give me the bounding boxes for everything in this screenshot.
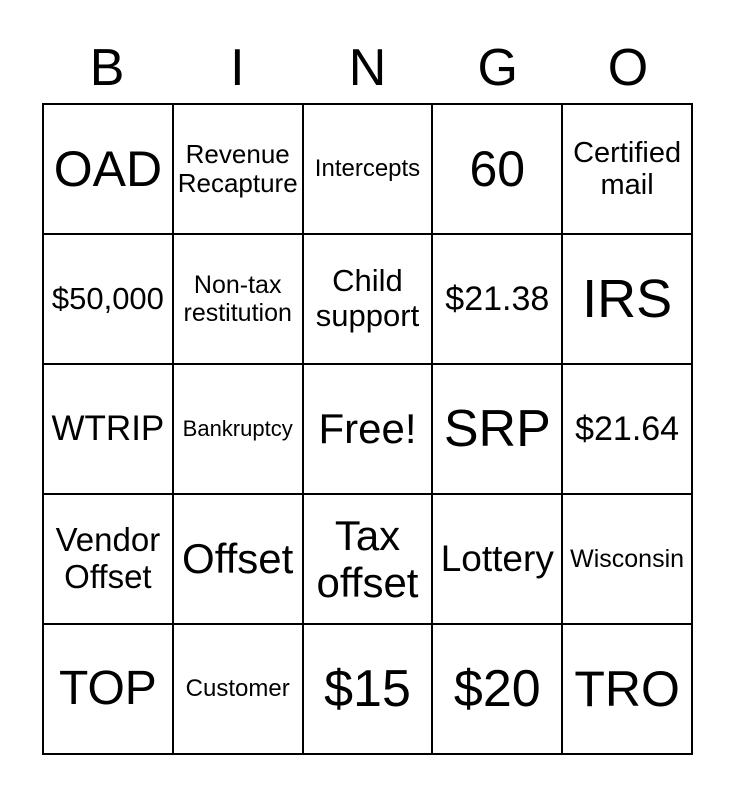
bingo-cell[interactable]: WTRIP bbox=[44, 365, 174, 495]
bingo-card bbox=[42, 39, 693, 755]
bingo-cell[interactable]: $21.64 bbox=[563, 365, 693, 495]
bingo-cell[interactable]: Certified mail bbox=[563, 105, 693, 235]
bingo-cell[interactable]: Tax offset bbox=[304, 495, 434, 625]
bingo-cell[interactable]: Wisconsin bbox=[563, 495, 693, 625]
bingo-letter-o: O bbox=[607, 39, 649, 97]
bingo-letter-n: N bbox=[348, 39, 387, 97]
bingo-cell[interactable]: $20 bbox=[433, 625, 563, 755]
bingo-header bbox=[42, 39, 693, 97]
bingo-cell[interactable]: Child support bbox=[304, 235, 434, 365]
bingo-letter-i: I bbox=[230, 39, 245, 97]
bingo-cell[interactable]: SRP bbox=[433, 365, 563, 495]
bingo-cell[interactable]: Offset bbox=[174, 495, 304, 625]
bingo-cell[interactable]: Customer bbox=[174, 625, 304, 755]
bingo-grid bbox=[42, 103, 693, 755]
bingo-cell[interactable]: $50,000 bbox=[44, 235, 174, 365]
bingo-letter-b: B bbox=[89, 39, 125, 97]
bingo-cell[interactable]: Vendor Offset bbox=[44, 495, 174, 625]
bingo-cell[interactable]: Bankruptcy bbox=[174, 365, 304, 495]
bingo-cell[interactable]: $15 bbox=[304, 625, 434, 755]
bingo-cell[interactable]: 60 bbox=[433, 105, 563, 235]
bingo-cell-free[interactable]: Free! bbox=[304, 365, 434, 495]
bingo-letter-g: G bbox=[477, 39, 518, 97]
bingo-cell[interactable]: Revenue Recapture bbox=[174, 105, 304, 235]
bingo-cell[interactable]: IRS bbox=[563, 235, 693, 365]
bingo-cell[interactable]: Non-tax restitution bbox=[174, 235, 304, 365]
bingo-cell[interactable]: OAD bbox=[44, 105, 174, 235]
bingo-cell[interactable]: TOP bbox=[44, 625, 174, 755]
bingo-cell[interactable]: Lottery bbox=[433, 495, 563, 625]
bingo-cell[interactable]: Intercepts bbox=[304, 105, 434, 235]
bingo-cell[interactable]: TRO bbox=[563, 625, 693, 755]
bingo-cell[interactable]: $21.38 bbox=[433, 235, 563, 365]
